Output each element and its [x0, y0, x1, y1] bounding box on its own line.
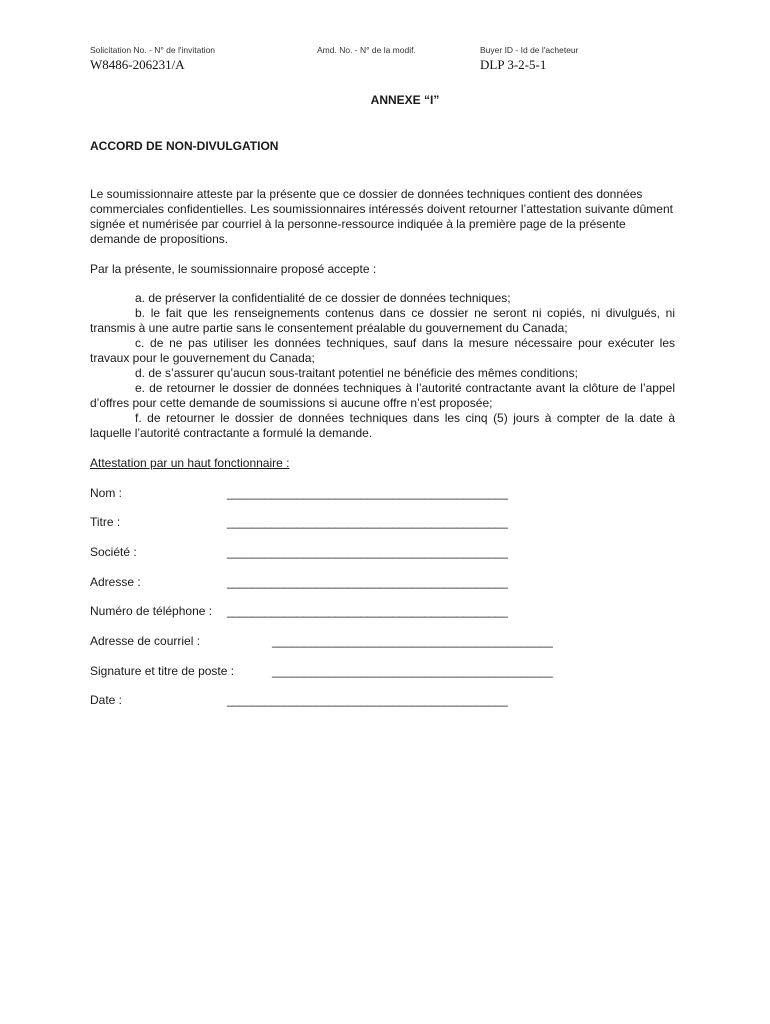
name-label: Nom :: [90, 486, 123, 500]
phone-field[interactable]: ____________________________________________: [227, 604, 508, 618]
address-label: Adresse :: [90, 575, 141, 589]
solicitation-number-label: Solicitation No. - N° de l'invitation: [90, 45, 216, 55]
list-item: c. de ne pas utiliser les données techniques, sauf dans la mesure nécessaire pour exécuter les travaux pour le gouvernement du Canada;: [90, 336, 675, 365]
intro-paragraph: Le soumissionnaire atteste par la présente que ce dossier de données techniques contient des données commerciales confidentielles. Les soumissionnaires intéressés doivent retourner l’attestation suivante dûment signée et numérisée par courriel à la personne-ressource indiquée à la première page de la présente demande de propositions.: [90, 187, 673, 246]
email-field[interactable]: ____________________________________________: [272, 634, 553, 648]
date-field[interactable]: ____________________________________________: [227, 693, 508, 707]
email-label: Adresse de courriel :: [90, 634, 201, 648]
list-item: d. de s’assurer qu’aucun sous-traitant potentiel ne bénéficie des mêmes conditions;: [135, 366, 578, 380]
list-item: f. de retourner le dossier de données techniques dans les cinq (5) jours à compter de la date à laquelle l’autorité contractante a formulé la demande.: [90, 411, 675, 440]
phone-label: Numéro de téléphone :: [90, 604, 213, 618]
annex-title: ANNEXE “I”: [370, 93, 440, 107]
list-item: e. de retourner le dossier de données techniques à l’autorité contractante avant la clôture de l’appel d’offres pour cette demande de soumissions si aucune offre n’est proposée;: [90, 381, 675, 410]
company-label: Société :: [90, 545, 137, 559]
conditions-list: [90, 291, 675, 441]
document-title: ACCORD DE NON-DIVULGATION: [90, 139, 279, 153]
buyer-id-label: Buyer ID - Id de l'acheteur: [480, 45, 579, 55]
company-field[interactable]: ____________________________________________: [227, 545, 508, 559]
solicitation-number-value: W8486-206231/A: [90, 57, 185, 72]
address-field[interactable]: ____________________________________________: [227, 575, 508, 589]
date-label: Date :: [90, 693, 123, 707]
title-label: Titre :: [90, 515, 121, 529]
name-field[interactable]: ____________________________________________: [227, 486, 508, 500]
attestation-heading: Attestation par un haut fonctionnaire :: [90, 456, 290, 470]
buyer-id-value: DLP 3-2-5-1: [480, 57, 547, 72]
signature-field[interactable]: ____________________________________________: [272, 664, 553, 678]
acceptance-paragraph: Par la présente, le soumissionnaire proposé accepte :: [90, 262, 377, 276]
list-item: a. de préserver la confidentialité de ce dossier de données techniques;: [135, 291, 511, 305]
title-field[interactable]: ____________________________________________: [227, 515, 508, 529]
signature-label: Signature et titre de poste :: [90, 664, 235, 678]
list-item: b. le fait que les renseignements contenus dans ce dossier ne seront ni copiés, ni divulgués, ni transmis à une autre partie sans le consentement préalable du gouvernement du Canada;: [90, 306, 675, 335]
amendment-number-label: Amd. No. - N° de la modif.: [317, 45, 416, 55]
